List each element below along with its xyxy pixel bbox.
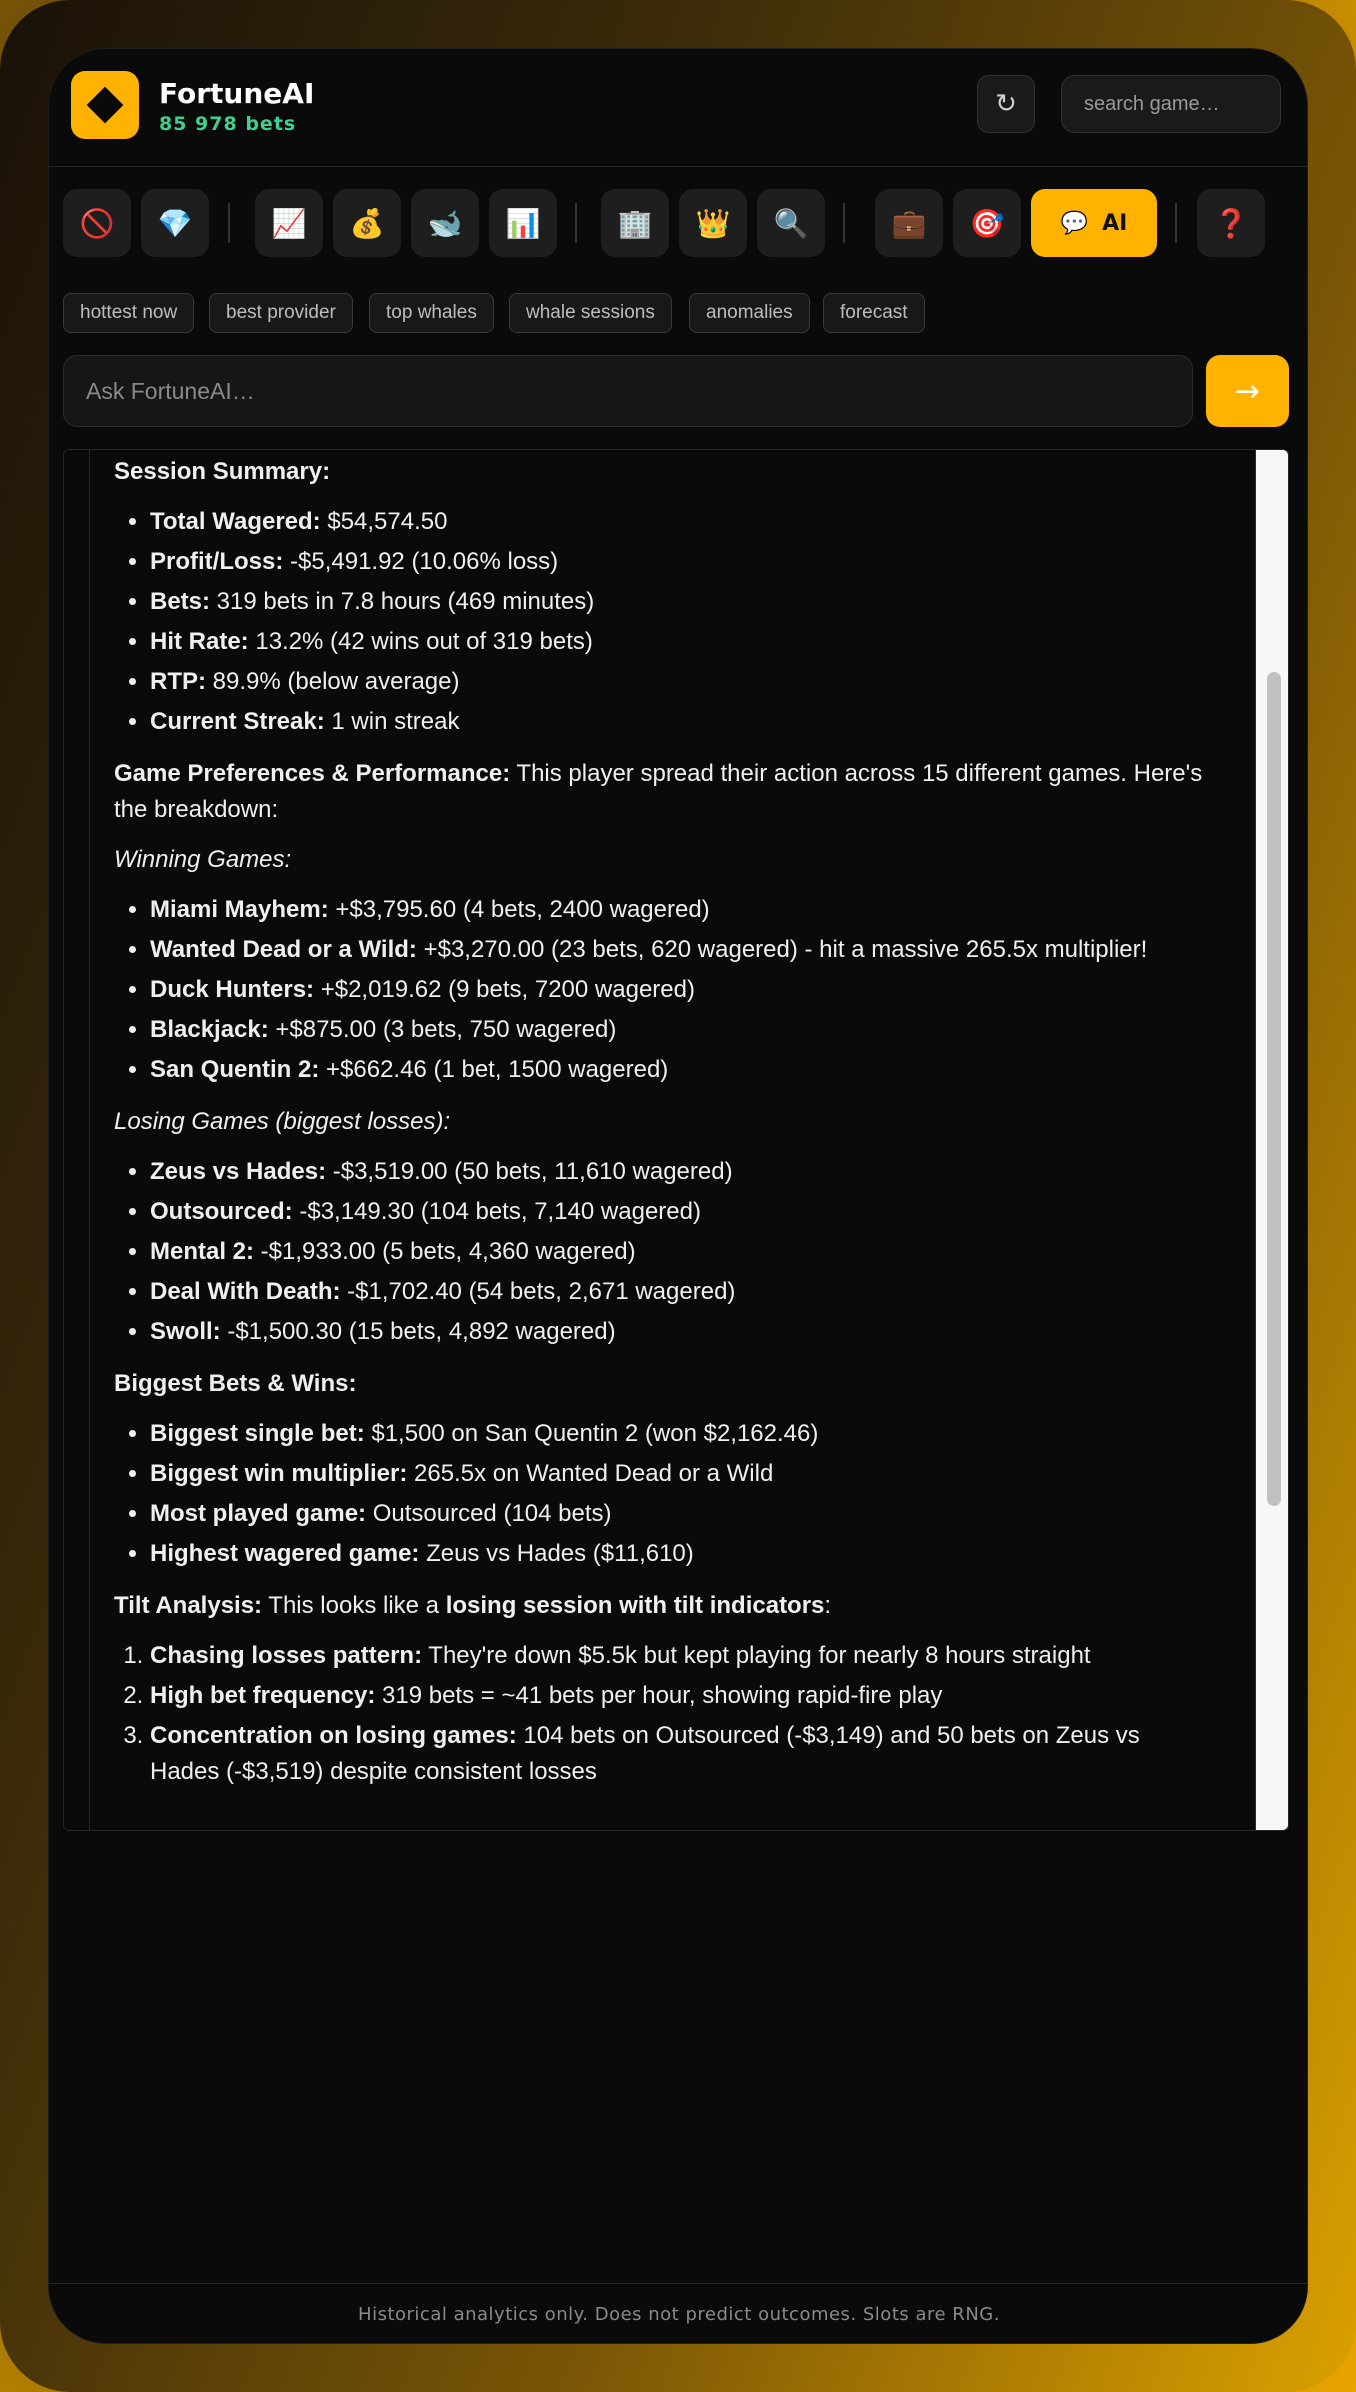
money-bag-icon: 💰: [349, 206, 385, 240]
tool-button-briefcase[interactable]: [875, 189, 943, 257]
help-icon: ❓: [1213, 206, 1249, 240]
tool-button-search[interactable]: [757, 189, 825, 257]
subheading: Winning Games:: [114, 846, 292, 873]
list-item: • Profit/Loss: -$5,491.92 (10.06% loss): [150, 544, 1214, 580]
header: [49, 49, 1308, 167]
list-item: • Total Wagered: $54,574.50: [150, 504, 1214, 540]
refresh-button[interactable]: [977, 75, 1035, 133]
list-item: • Highest wagered game: Zeus vs Hades ($11,610): [150, 1536, 1214, 1572]
scrollbar-thumb[interactable]: [1267, 672, 1281, 1506]
list-item: • Most played game: Outsourced (104 bets): [150, 1496, 1214, 1532]
briefcase-icon: 💼: [891, 206, 927, 240]
toolbar-divider: [228, 203, 230, 243]
crown-icon: 👑: [695, 206, 731, 240]
magnifier-icon: 🔍: [773, 206, 809, 240]
target-icon: 🎯: [969, 206, 1005, 240]
tool-button-target[interactable]: [953, 189, 1021, 257]
chat-gutter: [64, 450, 90, 1831]
tool-button-money[interactable]: [333, 189, 401, 257]
tool-button-help[interactable]: [1197, 189, 1265, 257]
ai-message: [114, 454, 1214, 1794]
list-item: • Zeus vs Hades: -$3,519.00 (50 bets, 11,610 wagered): [150, 1154, 1214, 1190]
biggest-list: [114, 1416, 1214, 1572]
paragraph: Game Preferences & Performance: This player spread their action across 15 different games. Here's the breakdown:: [114, 760, 1203, 823]
trend-icon: 📈: [271, 206, 307, 240]
send-button[interactable]: [1206, 355, 1289, 427]
section-heading: Biggest Bets & Wins:: [114, 1370, 357, 1397]
tool-button-block[interactable]: [63, 189, 131, 257]
session-list: [114, 504, 1214, 740]
toolbar-divider: [1175, 203, 1177, 243]
search-input[interactable]: [1061, 75, 1281, 133]
list-item: • Outsourced: -$3,149.30 (104 bets, 7,140 wagered): [150, 1194, 1214, 1230]
ai-button-label: AI: [1102, 210, 1128, 236]
gem-icon: 💎: [157, 206, 193, 240]
list-item: 1. Chasing losses pattern: They're down $5.5k but kept playing for nearly 8 hours straight: [150, 1638, 1214, 1674]
footer-disclaimer: Historical analytics only. Does not predict outcomes. Slots are RNG.: [49, 2283, 1308, 2344]
building-icon: 🏢: [617, 206, 653, 240]
list-item: • RTP: 89.9% (below average): [150, 664, 1214, 700]
section-heading: Session Summary:: [114, 458, 331, 485]
logo: [71, 71, 139, 139]
bar-chart-icon: 📊: [505, 206, 541, 240]
chip-whale-sessions[interactable]: whale sessions: [509, 293, 672, 333]
list-item: • Hit Rate: 13.2% (42 wins out of 319 bets): [150, 624, 1214, 660]
chip-top-whales[interactable]: top whales: [369, 293, 494, 333]
list-item: • Blackjack: +$875.00 (3 bets, 750 wagered): [150, 1012, 1214, 1048]
winning-list: [114, 892, 1214, 1088]
subheading: Losing Games (biggest losses):: [114, 1108, 451, 1135]
app-window: [48, 48, 1308, 2344]
list-item: • Miami Mayhem: +$3,795.60 (4 bets, 2400 wagered): [150, 892, 1214, 928]
tool-button-chart[interactable]: [489, 189, 557, 257]
toolbar-divider: [843, 203, 845, 243]
tool-button-gem[interactable]: [141, 189, 209, 257]
app-title: FortuneAI: [159, 77, 315, 110]
whale-icon: 🐋: [427, 206, 463, 240]
toolbar-divider: [575, 203, 577, 243]
ask-input[interactable]: [63, 355, 1193, 427]
refresh-icon: ↻: [995, 89, 1017, 119]
list-item: • Mental 2: -$1,933.00 (5 bets, 4,360 wagered): [150, 1234, 1214, 1270]
list-item: 2. High bet frequency: 319 bets = ~41 bets per hour, showing rapid-fire play: [150, 1678, 1214, 1714]
list-item: • Swoll: -$1,500.30 (15 bets, 4,892 wagered): [150, 1314, 1214, 1350]
arrow-right-icon: →: [1234, 373, 1261, 409]
paragraph: Tilt Analysis: This looks like a losing session with tilt indicators:: [114, 1592, 832, 1619]
list-item: • Current Streak: 1 win streak: [150, 704, 1214, 740]
tool-button-trend[interactable]: [255, 189, 323, 257]
tilt-list: [114, 1638, 1214, 1790]
chip-forecast[interactable]: forecast: [823, 293, 925, 333]
list-item: • Duck Hunters: +$2,019.62 (9 bets, 7200 wagered): [150, 972, 1214, 1008]
tool-button-building[interactable]: [601, 189, 669, 257]
list-item: 3. Concentration on losing games: 104 bets on Outsourced (-$3,149) and 50 bets on Zeus vs Hades (-$3,519) despite consistent losses: [150, 1718, 1214, 1790]
chat-bubble-icon: 💬: [1060, 210, 1089, 236]
losing-list: [114, 1154, 1214, 1350]
ai-button[interactable]: [1031, 189, 1157, 257]
list-item: • Biggest win multiplier: 265.5x on Wanted Dead or a Wild: [150, 1456, 1214, 1492]
tool-button-crown[interactable]: [679, 189, 747, 257]
chip-hottest-now[interactable]: hottest now: [63, 293, 194, 333]
list-item: • Wanted Dead or a Wild: +$3,270.00 (23 bets, 620 wagered) - hit a massive 265.5x multiplier!: [150, 932, 1214, 968]
chat-panel[interactable]: [63, 449, 1289, 1831]
block-icon: 🚫: [79, 206, 115, 240]
list-item: • Biggest single bet: $1,500 on San Quentin 2 (won $2,162.46): [150, 1416, 1214, 1452]
chip-best-provider[interactable]: best provider: [209, 293, 353, 333]
list-item: • Bets: 319 bets in 7.8 hours (469 minutes): [150, 584, 1214, 620]
chip-anomalies[interactable]: anomalies: [689, 293, 810, 333]
list-item: • San Quentin 2: +$662.46 (1 bet, 1500 wagered): [150, 1052, 1214, 1088]
bets-count: 85 978 bets: [159, 113, 297, 135]
list-item: • Deal With Death: -$1,702.40 (54 bets, 2,671 wagered): [150, 1274, 1214, 1310]
diamond-icon: [87, 87, 124, 124]
tool-button-whale[interactable]: [411, 189, 479, 257]
